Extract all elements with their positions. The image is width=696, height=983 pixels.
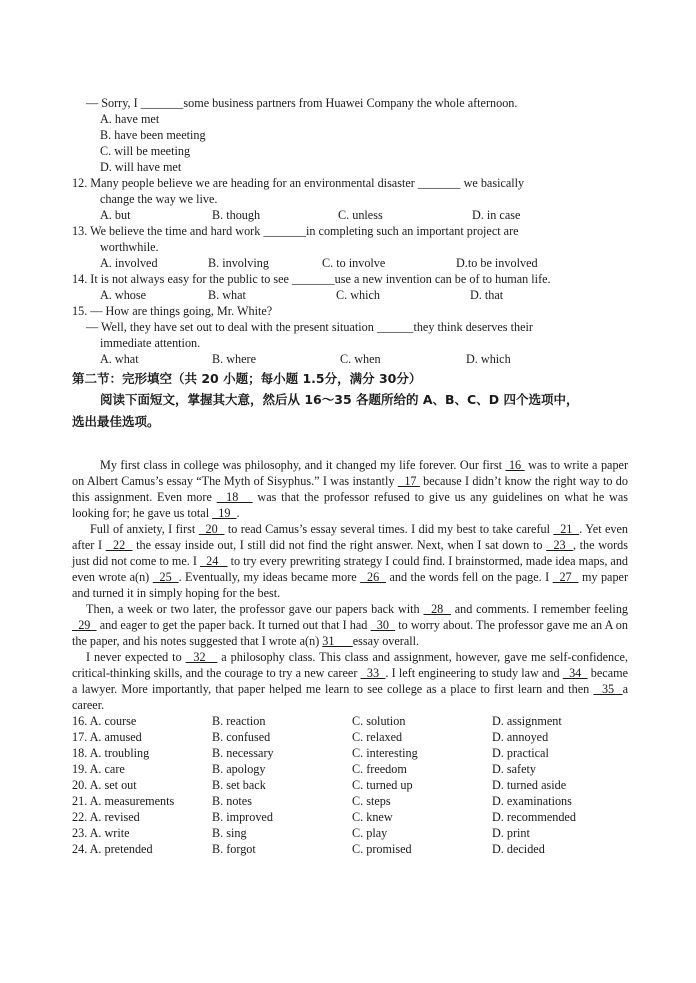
blank-25: 25 bbox=[152, 570, 179, 584]
q14-option-a: A. whose bbox=[100, 288, 147, 302]
cloze-22-d: D. recommended bbox=[492, 810, 576, 824]
q12-options bbox=[72, 207, 628, 223]
cloze-19-b: B. apology bbox=[212, 762, 266, 776]
q12-number: 12. bbox=[72, 176, 88, 190]
q15-stem-text: — How are things going, Mr. White? bbox=[90, 304, 273, 318]
q12-stem-line1 bbox=[72, 175, 628, 191]
section2-instruction-line1: 阅读下面短文，掌握其大意，然后从 16～35 各题所给的 A、B、C、D 四个选项中， bbox=[100, 392, 579, 407]
q12-stem-line2: change the way we live. bbox=[100, 192, 218, 206]
exam-content bbox=[72, 95, 628, 857]
cloze-18-b: B. necessary bbox=[212, 746, 274, 760]
passage-text: and the words fell on the page. I bbox=[386, 570, 553, 584]
blank-17: 17 bbox=[397, 474, 420, 488]
q13-number: 13. bbox=[72, 224, 88, 238]
blank-19: 19 bbox=[212, 506, 237, 520]
passage-text: to worry about. The professor gave me an A on the paper, and his notes suggested that I wrote a(n) bbox=[72, 618, 628, 648]
cloze-24-b: B. forgot bbox=[212, 842, 256, 856]
blank-23: 23 bbox=[546, 538, 573, 552]
cloze-18-a: 18. A. troubling bbox=[72, 746, 150, 760]
q13-option-d: D.to be involved bbox=[456, 256, 538, 270]
q11-option-d: D. will have met bbox=[100, 160, 182, 174]
q14-number: 14. bbox=[72, 272, 88, 286]
passage-text: because I didn’t know the right way to do this assignment. Even more bbox=[72, 474, 628, 504]
passage-text: and eager to get the paper back. It turned out that I had bbox=[96, 618, 371, 632]
passage-text: to read Camus’s essay several times. I did my best to take careful bbox=[224, 522, 554, 536]
cloze-20-c: C. turned up bbox=[352, 778, 413, 792]
cloze-24-c: C. promised bbox=[352, 842, 412, 856]
q15-stem-line2: — Well, they have set out to deal with the present situation ______they think deserves their bbox=[86, 320, 533, 334]
q12-option-c: C. unless bbox=[338, 208, 383, 222]
blank-16: 16 bbox=[505, 458, 525, 472]
cloze-23-c: C. play bbox=[352, 826, 388, 840]
passage-text: . Eventually, my ideas became more bbox=[178, 570, 361, 584]
passage-text: . bbox=[236, 506, 240, 520]
blank-27: 27 bbox=[552, 570, 579, 584]
q14-options bbox=[72, 287, 628, 303]
passage-text: was that the professor refused to give us any guidelines on what he was looking for; he gave us total bbox=[72, 490, 629, 520]
blank-35: 35 bbox=[593, 682, 623, 696]
cloze-17-a: 17. A. amused bbox=[72, 730, 142, 744]
q15-option-c: C. when bbox=[340, 352, 381, 366]
q13-stem-text: We believe the time and hard work _______in completing such an important project are bbox=[90, 224, 519, 238]
q15-stem-line1 bbox=[72, 303, 628, 319]
q14-stem-line1 bbox=[72, 271, 628, 287]
blank-18: 18 bbox=[216, 490, 253, 504]
passage-text: the essay inside out, I still did not find the right answer. Next, when I sat down to bbox=[132, 538, 547, 552]
passage-text: my paper and turned it in simply hoping for the best. bbox=[72, 570, 629, 600]
passage-text: Then, a week or two later, the professor gave our papers back with bbox=[86, 602, 424, 616]
section2-title: 第二节：完形填空（共 20 小题；每小题 1.5分，满分 30分） bbox=[72, 371, 422, 386]
cloze-20-b: B. set back bbox=[212, 778, 266, 792]
passage-text: My first class in college was philosophy, and it changed my life forever. Our first bbox=[100, 458, 506, 472]
blank-21: 21 bbox=[553, 522, 580, 536]
cloze-21-d: D. examinations bbox=[492, 794, 572, 808]
q15-option-d: D. which bbox=[466, 352, 511, 366]
q15-options bbox=[72, 351, 628, 367]
q13-options bbox=[72, 255, 628, 271]
blank-22: 22 bbox=[105, 538, 133, 552]
q13-option-a: A. involved bbox=[100, 256, 158, 270]
q14-option-c: C. which bbox=[336, 288, 381, 302]
passage-text: to try every prewriting strategy I could find. I brainstormed, made idea maps, and even wrote a(n) bbox=[72, 554, 629, 584]
cloze-16-b: B. reaction bbox=[212, 714, 266, 728]
cloze-21-b: B. notes bbox=[212, 794, 252, 808]
cloze-17-b: B. confused bbox=[212, 730, 271, 744]
q14-option-d: D. that bbox=[470, 288, 504, 302]
q11-option-b: B. have been meeting bbox=[100, 128, 206, 142]
cloze-18-d: D. practical bbox=[492, 746, 549, 760]
passage-paragraph-3 bbox=[72, 601, 628, 649]
passage-text: , the words just did not come to me. I bbox=[72, 538, 629, 568]
q12-stem-text: Many people believe we are heading for an environmental disaster _______ we basically bbox=[90, 176, 525, 190]
q13-option-b: B. involving bbox=[208, 256, 269, 270]
cloze-17-c: C. relaxed bbox=[352, 730, 403, 744]
blank-29: 29 bbox=[72, 618, 97, 632]
q13-stem-line2: worthwhile. bbox=[100, 240, 159, 254]
passage-text: . Yet even after I bbox=[72, 522, 628, 552]
cloze-20-d: D. turned aside bbox=[492, 778, 567, 792]
passage-text: became a lawyer. More importantly, that paper helped me learn to see college as a place to first learn and then bbox=[72, 666, 629, 696]
cloze-16-c: C. solution bbox=[352, 714, 406, 728]
blank-31: 31 bbox=[322, 634, 353, 648]
cloze-21-a: 21. A. measurements bbox=[72, 794, 175, 808]
q13-option-c: C. to involve bbox=[322, 256, 386, 270]
cloze-19-c: C. freedom bbox=[352, 762, 407, 776]
passage-paragraph-1 bbox=[72, 457, 628, 521]
cloze-22-a: 22. A. revised bbox=[72, 810, 140, 824]
q11-option-a: A. have met bbox=[100, 112, 160, 126]
passage-text: essay overall. bbox=[352, 634, 420, 648]
cloze-19-d: D. safety bbox=[492, 762, 536, 776]
blank-34: 34 bbox=[562, 666, 588, 680]
blank-30: 30 bbox=[370, 618, 396, 632]
cloze-24-a: 24. A. pretended bbox=[72, 842, 153, 856]
q11-option-c: C. will be meeting bbox=[100, 144, 191, 158]
cloze-21-c: C. steps bbox=[352, 794, 391, 808]
q12-option-a: A. but bbox=[100, 208, 131, 222]
q12-option-b: B. though bbox=[212, 208, 261, 222]
blank-20: 20 bbox=[198, 522, 225, 536]
blank-32: 32 bbox=[185, 650, 218, 664]
cloze-24-d: D. decided bbox=[492, 842, 545, 856]
cloze-22-c: C. knew bbox=[352, 810, 393, 824]
passage-text: Full of anxiety, I first bbox=[90, 522, 199, 536]
cloze-16-d: D. assignment bbox=[492, 714, 562, 728]
q13-stem-line1 bbox=[72, 223, 628, 239]
passage-text: was to write a paper on Albert Camus’s essay “The Myth of Sisyphus.” I was instantly bbox=[72, 458, 629, 488]
q11-stem: — Sorry, I _______some business partners from Huawei Company the whole afternoon. bbox=[86, 96, 518, 110]
cloze-options-grid bbox=[72, 713, 628, 857]
q14-stem-text: It is not always easy for the public to see _______use a new invention can be of to human life. bbox=[90, 272, 551, 286]
q15-option-b: B. where bbox=[212, 352, 256, 366]
blank-28: 28 bbox=[423, 602, 451, 616]
blank-26: 26 bbox=[360, 570, 387, 584]
cloze-22-b: B. improved bbox=[212, 810, 273, 824]
cloze-23-b: B. sing bbox=[212, 826, 247, 840]
passage-text: . I left engineering to study law and bbox=[385, 666, 563, 680]
blank-33: 33 bbox=[360, 666, 386, 680]
passage-text: a career. bbox=[72, 682, 628, 712]
cloze-19-a: 19. A. care bbox=[72, 762, 125, 776]
q12-option-d: D. in case bbox=[472, 208, 521, 222]
q15-number: 15. bbox=[72, 304, 88, 318]
cloze-23-d: D. print bbox=[492, 826, 530, 840]
cloze-16-a: 16. A. course bbox=[72, 714, 137, 728]
cloze-23-a: 23. A. write bbox=[72, 826, 130, 840]
passage-paragraph-2 bbox=[72, 521, 628, 601]
passage-text: and comments. I remember feeling bbox=[450, 602, 629, 616]
blank-24: 24 bbox=[200, 554, 228, 568]
cloze-18-c: C. interesting bbox=[352, 746, 418, 760]
passage-text: I never expected to bbox=[86, 650, 186, 664]
q15-stem-line3: immediate attention. bbox=[100, 336, 201, 350]
q15-option-a: A. what bbox=[100, 352, 139, 366]
passage-paragraph-4 bbox=[72, 649, 628, 713]
cloze-17-d: D. annoyed bbox=[492, 730, 549, 744]
cloze-20-a: 20. A. set out bbox=[72, 778, 137, 792]
passage-text: a philosophy class. This class and assignment, however, gave me self-confidence, critical-thinking skills, and the courage to try a new career bbox=[72, 650, 628, 680]
section2-instruction-line2: 选出最佳选项。 bbox=[72, 414, 160, 429]
q14-option-b: B. what bbox=[208, 288, 246, 302]
